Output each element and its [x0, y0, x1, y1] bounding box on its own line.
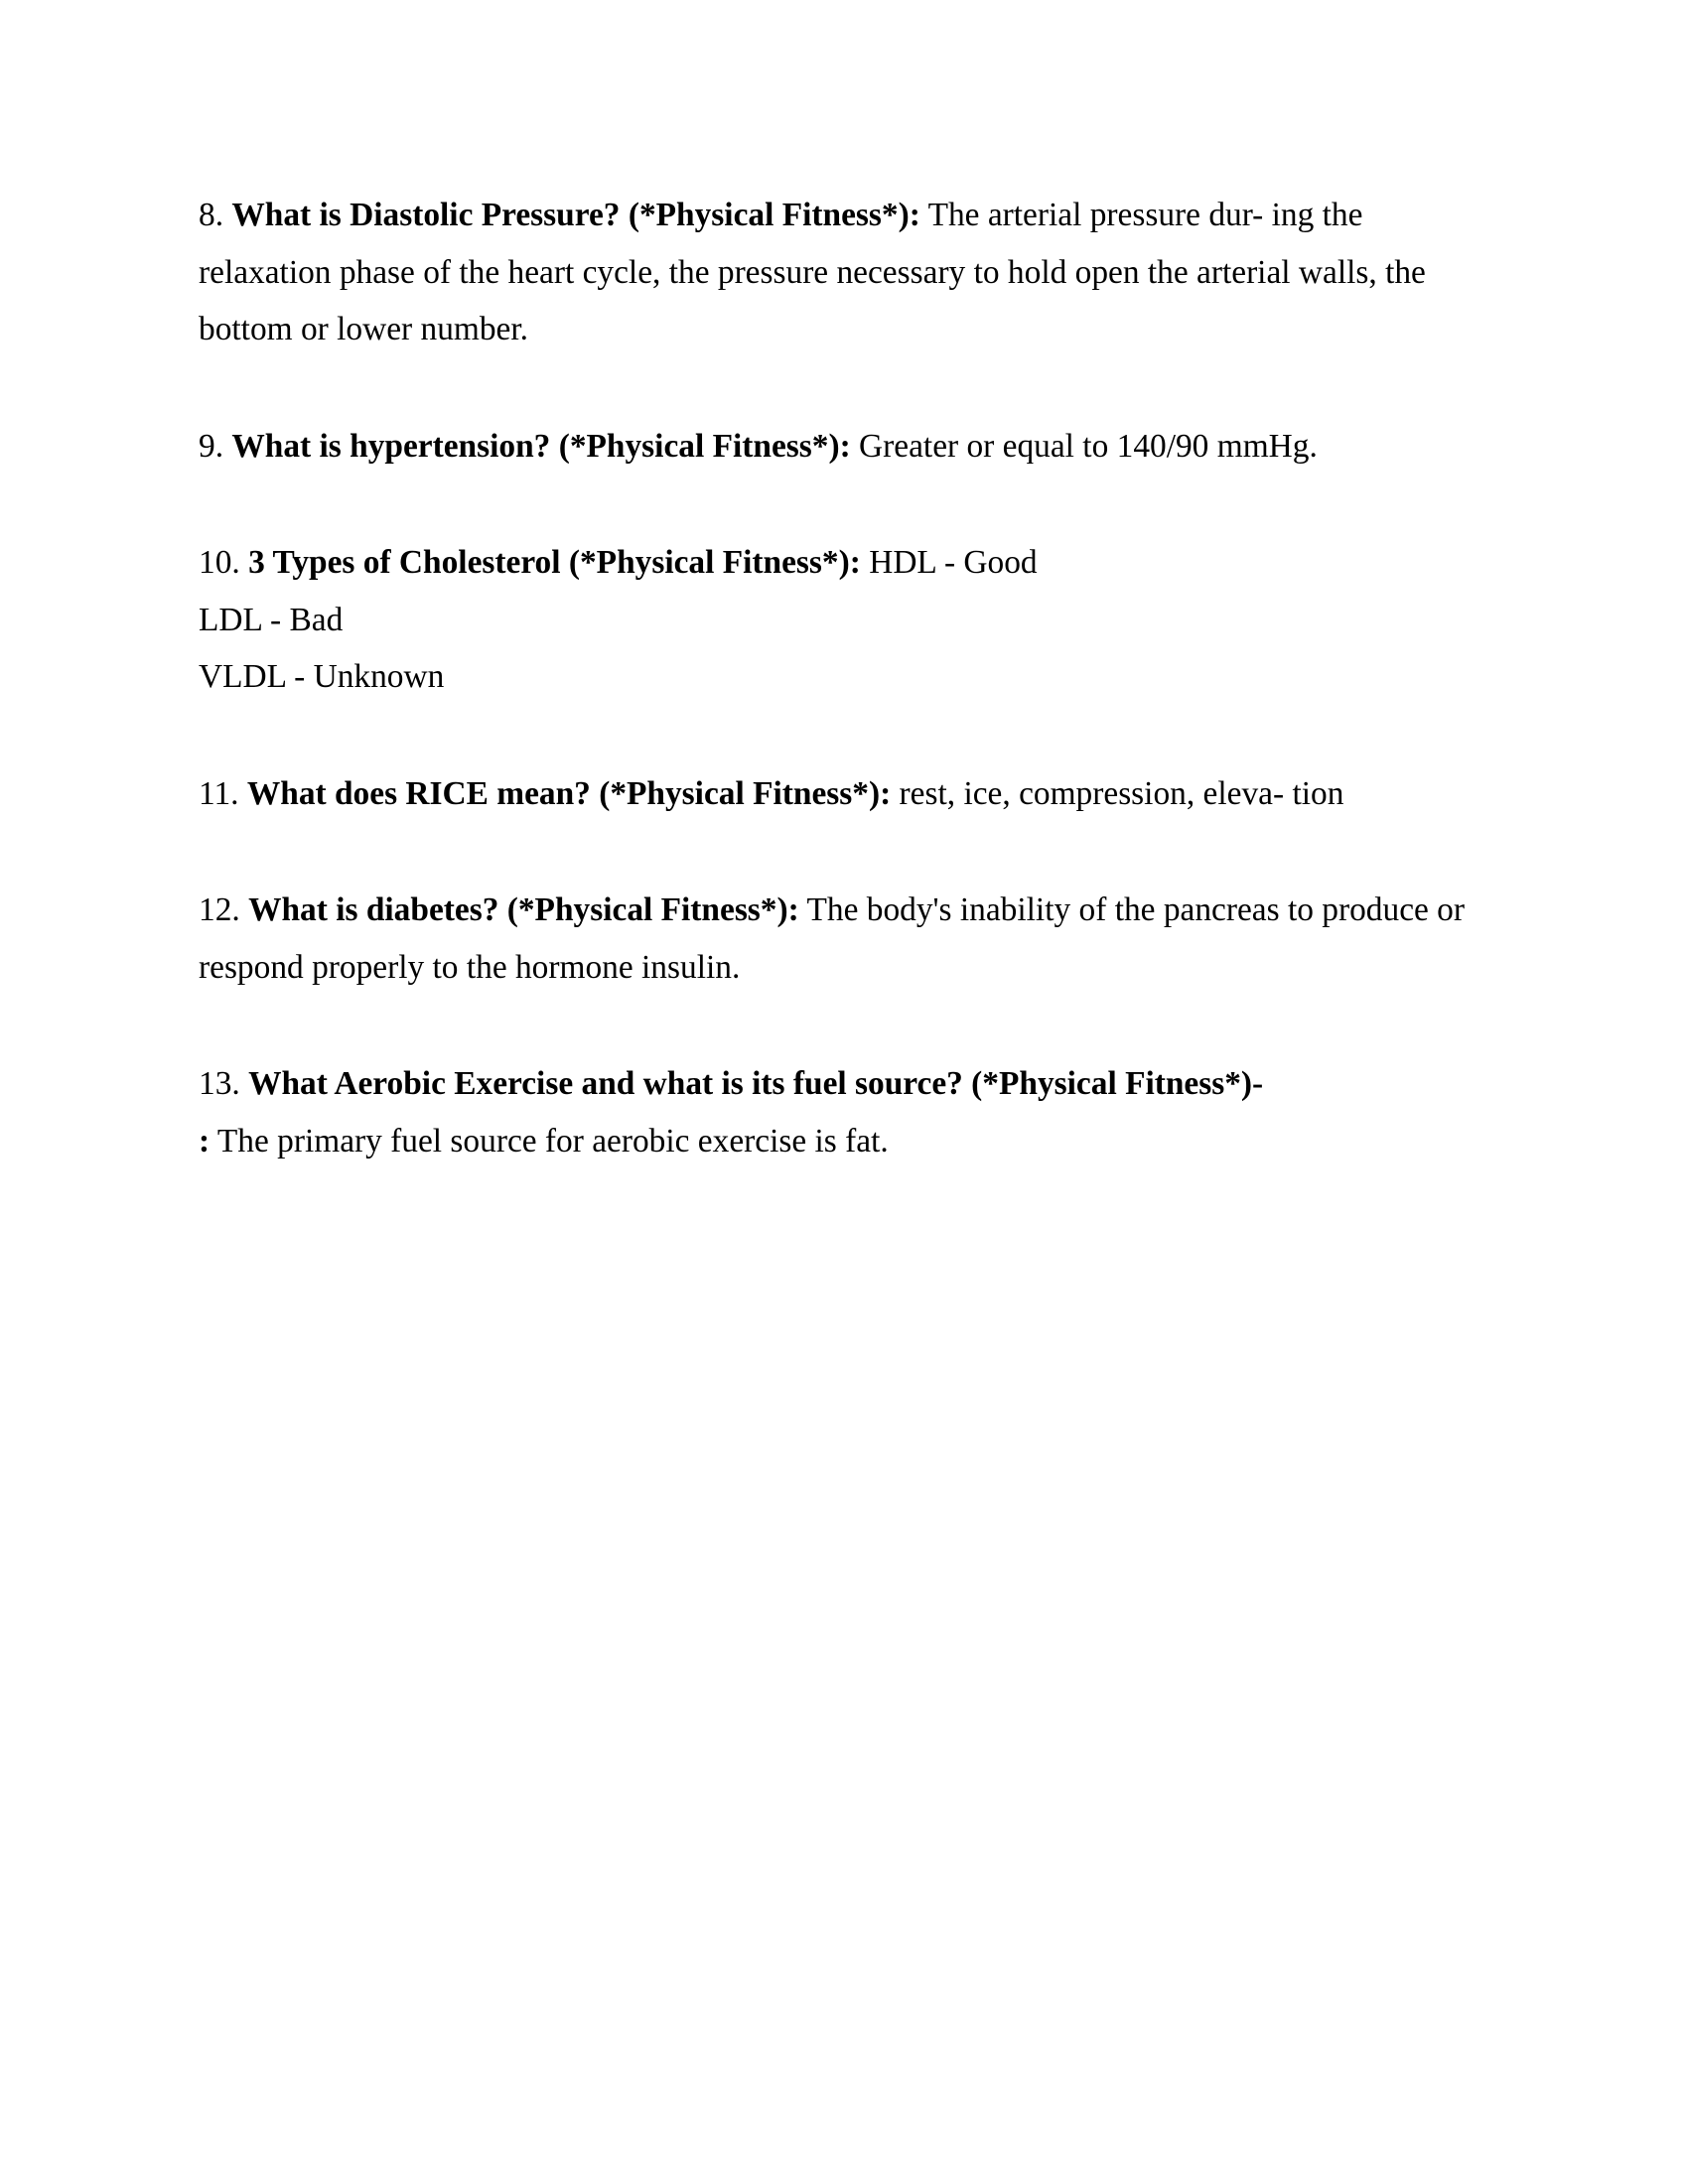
answer-text: The primary fuel source for aerobic exercise is fat.	[210, 1122, 889, 1160]
answer-text: The arterial pressure dur- ing the relaxation phase of the heart cycle, the pressure necessary to hold open the arterial walls, the bottom or lower number.	[199, 197, 1426, 347]
qa-item	[199, 418, 1489, 476]
qa-item	[199, 765, 1489, 823]
answer-text: LDL - Bad	[199, 601, 344, 638]
item-number: 8.	[199, 197, 232, 233]
qa-item	[199, 882, 1489, 996]
qa-item	[199, 187, 1489, 358]
answer-text: Greater or equal to 140/90 mmHg.	[850, 427, 1318, 465]
question-label: :	[199, 1122, 211, 1160]
question-label: What is Diastolic Pressure? (*Physical Fitness*):	[231, 197, 920, 233]
qa-item	[199, 534, 1489, 706]
answer-text: The body's inability of the pancreas to produce or respond properly to the hormone insulin.	[199, 891, 1465, 986]
question-label: What is diabetes? (*Physical Fitness*):	[248, 891, 799, 928]
item-number: 9.	[199, 427, 232, 465]
answer-text: rest, ice, compression, eleva- tion	[891, 774, 1344, 812]
answer-text: HDL - Good	[860, 544, 1038, 581]
item-number: 10.	[199, 544, 249, 581]
item-number: 12.	[199, 891, 249, 928]
item-number: 11.	[199, 774, 247, 812]
question-label: What does RICE mean? (*Physical Fitness*):	[246, 774, 892, 812]
item-number: 13.	[199, 1065, 249, 1102]
question-label: 3 Types of Cholesterol (*Physical Fitness*):	[248, 544, 861, 581]
document-body	[199, 187, 1489, 1169]
answer-text: VLDL - Unknown	[199, 658, 445, 695]
question-label: What Aerobic Exercise and what is its fuel source? (*Physical Fitness*)-	[248, 1065, 1264, 1102]
question-label: What is hypertension? (*Physical Fitness*):	[231, 427, 851, 465]
qa-item	[199, 1055, 1489, 1169]
